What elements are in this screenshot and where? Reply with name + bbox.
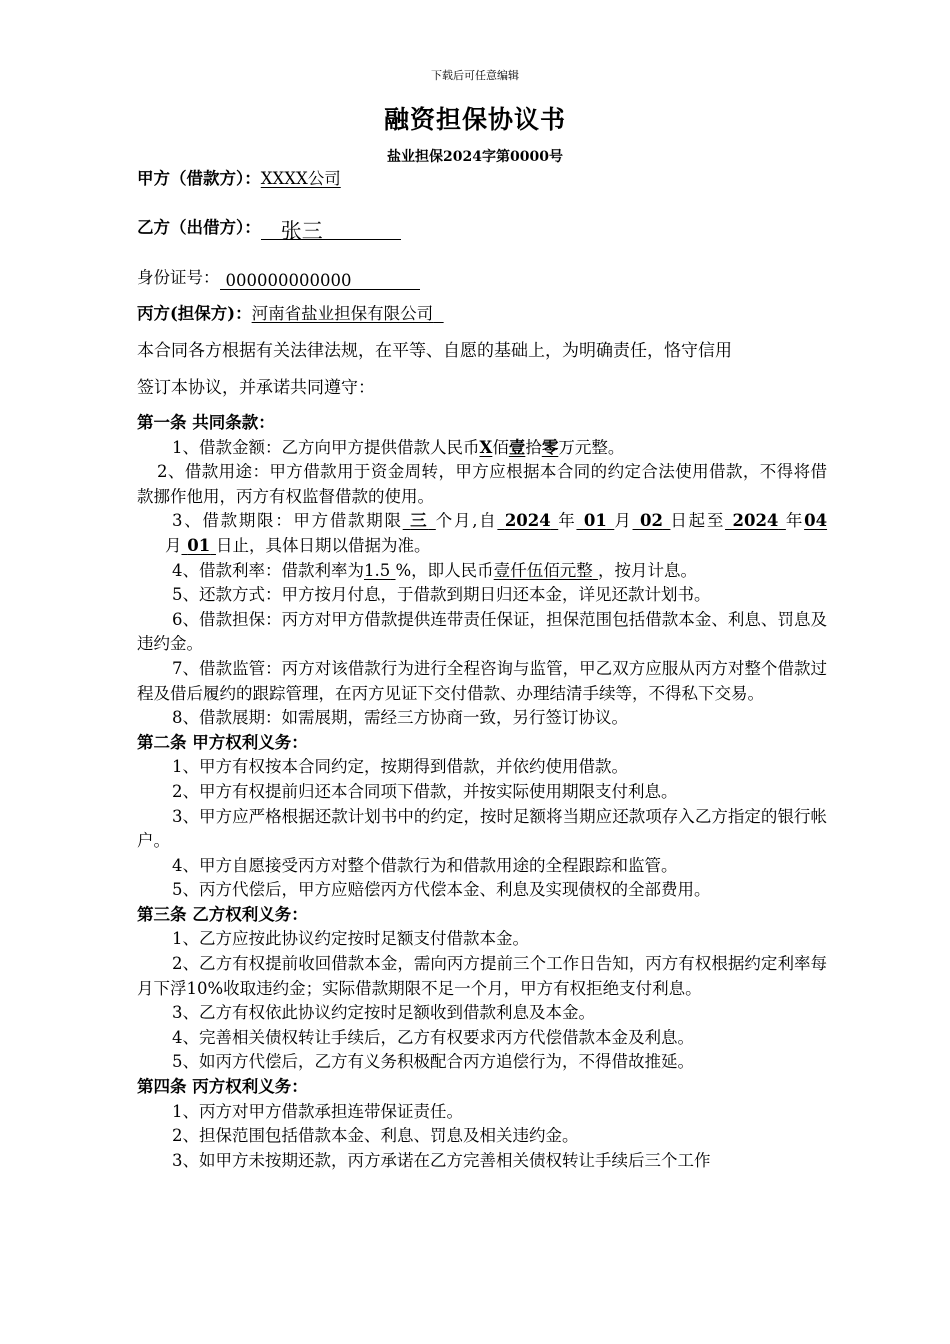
article-4-heading: 第四条 丙方权利义务： — [137, 1077, 308, 1097]
article-1-item-8: 8、借款展期：如需展期，需经三方协商一致，另行签订协议。 — [172, 708, 628, 728]
article-4-item-3: 3、如甲方未按期还款，丙方承诺在乙方完善相关债权转让手续后三个工作 — [172, 1150, 711, 1170]
article-1-item-6: 6、借款担保：丙方对甲方借款提供连带责任保证，担保范围包括借款本金、利息、罚息及违约金。 — [137, 609, 827, 654]
document-title: 融资担保协议书 — [383, 105, 566, 134]
id-number-line — [137, 266, 420, 290]
article-1-heading: 第一条 共同条款： — [137, 413, 275, 432]
article-3-heading: 第三条 乙方权利义务： — [137, 904, 308, 924]
party-b-blank — [261, 219, 401, 243]
id-blank — [220, 269, 420, 290]
article-1-item-7: 7、借款监管：丙方对该借款行为进行全程咨询与监管，甲乙双方应服从丙方对整个借款过程及借后履约的跟踪管理，在丙方见证下交付借款、办理结清手续等，不得私下交易。 — [137, 658, 827, 703]
intro-line-1: 本合同各方根据有关法律法规，在平等、自愿的基础上，为明确责任，恪守信用 — [137, 341, 732, 361]
article-4-item-2: 2、担保范围包括借款本金、利息、罚息及相关违约金。 — [172, 1126, 579, 1146]
id-label: 身份证号： — [137, 268, 220, 287]
article-2-item-5: 5、丙方代偿后，甲方应赔偿丙方代偿本金、利息及实现债权的全部费用。 — [172, 880, 711, 900]
id-value: 000000000000 — [225, 271, 352, 290]
article-3-item-5: 5、如丙方代偿后，乙方有义务积极配合丙方追偿行为，不得借故推延。 — [172, 1052, 694, 1072]
intro-line-2: 签订本协议，并承诺共同遵守： — [137, 378, 375, 398]
article-2-item-2: 2、甲方有权提前归还本合同项下借款，并按实际使用期限支付利息。 — [172, 781, 678, 801]
header-note: 下载后可任意编辑 — [431, 69, 519, 82]
article-1-item-3: 3、借款期限：甲方借款期限 三 个月,自 2024 年 01 月 02 日起至 2024 年04月 01 日止，具体日期以借据为准。 — [165, 511, 828, 555]
article-2-heading: 第二条 甲方权利义务： — [137, 732, 308, 752]
article-3-item-2: 2、乙方有权提前收回借款本金，需向丙方提前三个工作日告知，丙方有权根据约定利率每月下浮10%收取违约金；实际借款期限不足一个月，甲方有权拒绝支付利息。 — [137, 954, 827, 998]
article-1-item-4: 4、借款利率：借款利率为1.5 %，即人民币壹仟伍佰元整 ，按月计息。 — [172, 560, 697, 580]
article-1-item-2: 2、借款用途：甲方借款用于资金周转，甲方应根据本合同的约定合法使用借款，不得将借款挪作他用，丙方有权监督借款的使用。 — [137, 462, 827, 506]
articles-body — [137, 411, 827, 1173]
article-2-item-1: 1、甲方有权按本合同约定，按期得到借款，并依约使用借款。 — [172, 757, 628, 777]
party-c-label: 丙方(担保方)： — [137, 304, 252, 323]
article-2-item-4: 4、甲方自愿接受丙方对整个借款行为和借款用途的全程跟踪和监管。 — [172, 855, 678, 875]
party-a-line — [137, 167, 341, 191]
article-3-item-4: 4、完善相关债权转让手续后，乙方有权要求丙方代偿借款本金及利息。 — [172, 1027, 694, 1047]
party-a-label: 甲方（借款方）： — [137, 169, 261, 188]
article-1-item-5: 5、还款方式：甲方按月付息，于借款到期日归还本金，详见还款计划书。 — [172, 585, 711, 605]
party-b-value: 张三 — [280, 219, 323, 243]
document-number: 盐业担保2024字第0000号 — [387, 149, 563, 165]
party-a-value: XXXX公司 — [260, 169, 341, 188]
party-c-line — [137, 302, 444, 326]
article-3-item-3: 3、乙方有权依此协议约定按时足额收到借款利息及本金。 — [172, 1003, 595, 1023]
article-3-item-1: 1、乙方应按此协议约定按时足额支付借款本金。 — [172, 929, 529, 949]
party-c-value: 河南省盐业担保有限公司 — [251, 304, 434, 323]
party-b-line — [137, 216, 401, 243]
party-b-label: 乙方（出借方）： — [137, 218, 261, 237]
article-2-item-3: 3、甲方应严格根据还款计划书中的约定，按时足额将当期应还款项存入乙方指定的银行帐户。 — [137, 806, 827, 851]
article-4-item-1: 1、丙方对甲方借款承担连带保证责任。 — [172, 1101, 463, 1121]
article-1-item-1: 1、借款金额：乙方向甲方提供借款人民币X佰壹拾零万元整。 — [172, 437, 625, 457]
